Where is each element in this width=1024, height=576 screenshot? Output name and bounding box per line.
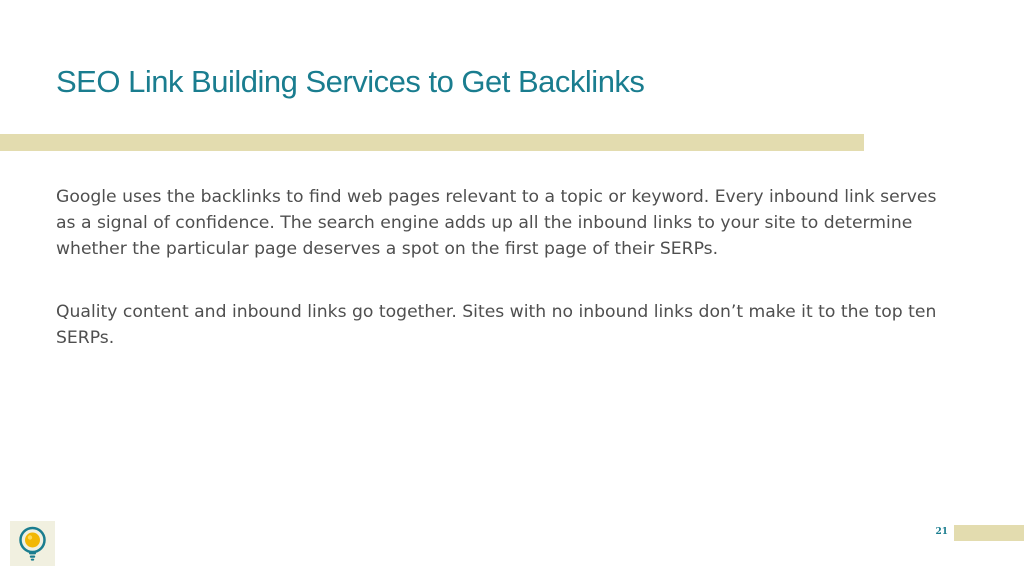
footer-accent-bar [954,525,1024,541]
slide-title: SEO Link Building Services to Get Backlinks [56,64,645,99]
page-number: 21 [935,527,948,537]
body-paragraph-2: Quality content and inbound links go together. Sites with no inbound links don’t make it to the top ten SERPs. [56,302,937,348]
body-paragraph-1: Google uses the backlinks to find web pages relevant to a topic or keyword. Every inbound link serves as a signal of confidence. The search engine adds up all the inbound links to your site to determine whether the particular page deserves a spot on the first page of their SERPs. [56,187,937,259]
lightbulb-icon [10,521,55,566]
logo [10,521,55,566]
title-accent-bar [0,134,864,151]
